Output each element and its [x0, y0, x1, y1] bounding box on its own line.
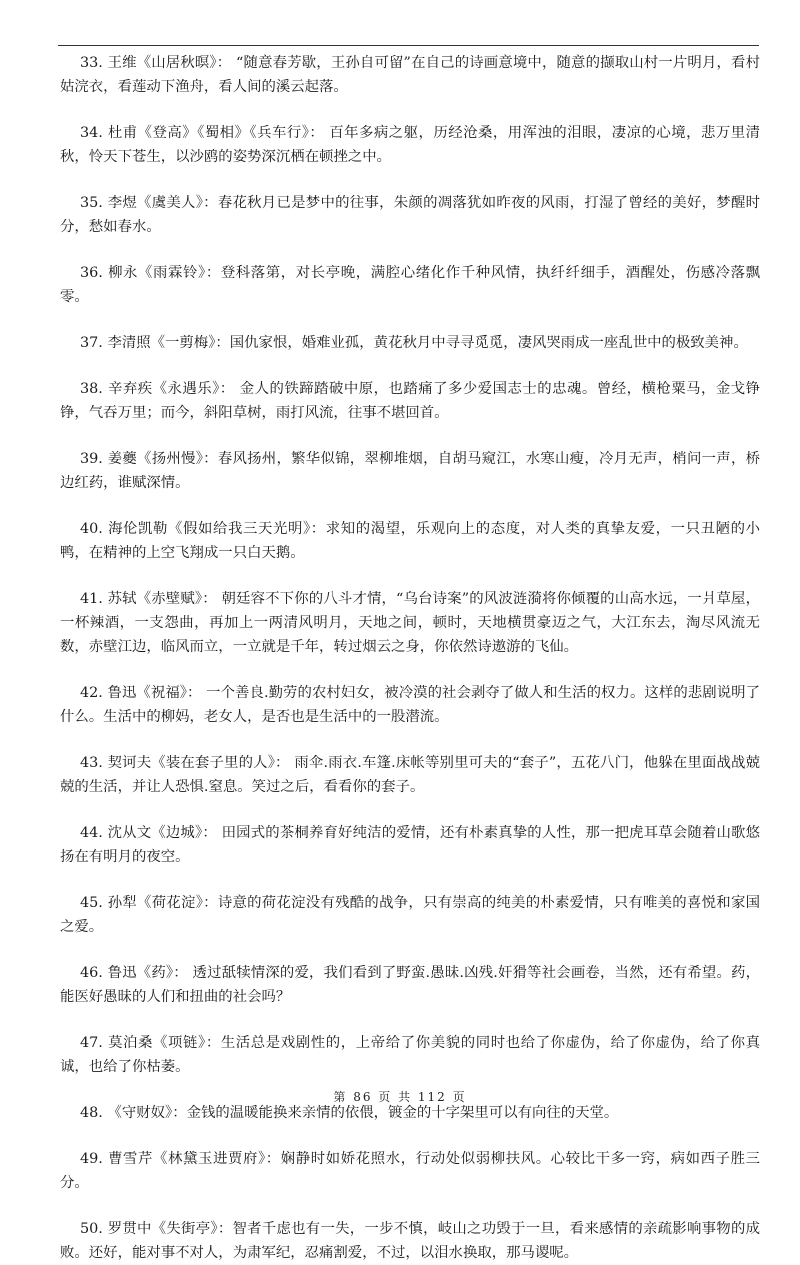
entry-44: 44. 沈从文《边城》： 田园式的茶桐养育好纯洁的爱情，还有朴素真挚的人性，那一把虎耳草会随着山歌悠扬在有明月的夜空。	[60, 825, 760, 865]
entry-34: 34. 杜甫《登高》《蜀相》《兵车行》： 百年多病之躯，历经沧桑，用浑浊的泪眼，凄凉的心境，悲万里清秋，怜天下苍生，以沙鸥的姿势深沉栖在顿挫之中。	[60, 125, 760, 165]
entry-36: 36. 柳永《雨霖铃》：登科落第，对长亭晚，满腔心绪化作千种风情，执纤纤细手，酒醒处，伤感冷落飘零。	[60, 265, 760, 305]
entry-33: 33. 王维《山居秋暝》： “随意春芳歇，王孙自可留”在自己的诗画意境中，随意的撷取山村一片明月，看村姑浣衣，看莲动下渔舟，看人间的溪云起落。	[60, 55, 760, 95]
entry-42: 42. 鲁迅《祝福》： 一个善良.勤劳的农村妇女，被冷漠的社会剥夺了做人和生活的权力。这样的悲剧说明了什么。生活中的柳妈，老女人，是否也是生活中的一股潜流。	[60, 685, 760, 725]
entry-50: 50. 罗贯中《失街亭》：智者千虑也有一失，一步不慎，岐山之功毁于一旦，看来感情的亲疏影响事物的成败。还好，能对事不对人，为肃军纪，忍痛割爱，不过，以泪水换取，那马谡呢。	[60, 1221, 760, 1261]
entry-47: 47. 莫泊桑《项链》：生活总是戏剧性的，上帝给了你美貌的同时也给了你虚伪，给了你虚伪，给了你真诚，也给了你枯萎。	[60, 1035, 760, 1075]
entry-41: 41. 苏轼《赤壁赋》： 朝廷容不下你的八斗才情，“乌台诗案”的风波涟漪将你倾覆的山高水远，一爿草屋，一杯辣酒，一支怨曲，再加上一两清风明月，天地之间，顿时，天地横贯豪迈之气，大江东去，淘尽风流无数，赤壁江边，临风而立，一立就是千年，转过烟云之身，你依然诗遨游的飞仙。	[60, 591, 760, 655]
entry-38: 38. 辛弃疾《永遇乐》： 金人的铁蹄踏破中原，也踏痛了多少爱国志士的忠魂。曾经，横枪粟马，金戈铮铮，气吞万里；而今，斜阳草树，雨打风流，往事不堪回首。	[60, 381, 760, 421]
entry-40: 40. 海伦凯勒《假如给我三天光明》：求知的渴望，乐观向上的态度，对人类的真挚友爱，一只丑陋的小鸭，在精神的上空飞翔成一只白天鹅。	[60, 521, 760, 561]
entry-39: 39. 姜夔《扬州慢》：春风扬州，繁华似锦，翠柳堆烟，自胡马窥江，水寒山瘦，冷月无声，梢问一声，桥边红药，谁赋深情。	[60, 451, 760, 491]
entry-49: 49. 曹雪芹《林黛玉进贾府》：娴静时如娇花照水，行动处似弱柳扶风。心较比干多一窍，病如西子胜三分。	[60, 1151, 760, 1191]
page-number-footer: 第 86 页 共 112 页	[333, 1090, 467, 1104]
entry-48: 48. 《守财奴》：金钱的温暖能换来亲情的依偎，镀金的十字架里可以有向往的天堂。	[80, 1105, 619, 1121]
entry-37: 37. 李清照《一剪梅》：国仇家恨，婚难业孤，黄花秋月中寻寻觅觅，凄风哭雨成一座乱世中的极致美神。	[80, 335, 748, 351]
document-body	[60, 51, 760, 1265]
entry-45: 45. 孙犁《荷花淀》：诗意的荷花淀没有残酷的战争，只有崇高的纯美的朴素爱情，只有唯美的喜悦和家国之爱。	[60, 895, 760, 935]
entry-43: 43. 契诃夫《装在套子里的人》： 雨伞.雨衣.车篷.床帐等别里可夫的“套子”，五花八门，他躲在里面战战兢兢的生活，并让人恐惧.窒息。笑过之后，看看你的套子。	[60, 755, 760, 795]
entry-35: 35. 李煜《虞美人》：春花秋月已是梦中的往事，朱颜的凋落犹如昨夜的风雨，打湿了曾经的美好，梦醒时分，愁如春水。	[60, 195, 760, 235]
header-rule	[58, 45, 759, 46]
entry-46: 46. 鲁迅《药》： 透过舐犊情深的爱，我们看到了野蛮.愚昧.凶残.奸猾等社会画卷，当然，还有希望。药，能医好愚昧的人们和扭曲的社会吗？	[60, 965, 760, 1005]
